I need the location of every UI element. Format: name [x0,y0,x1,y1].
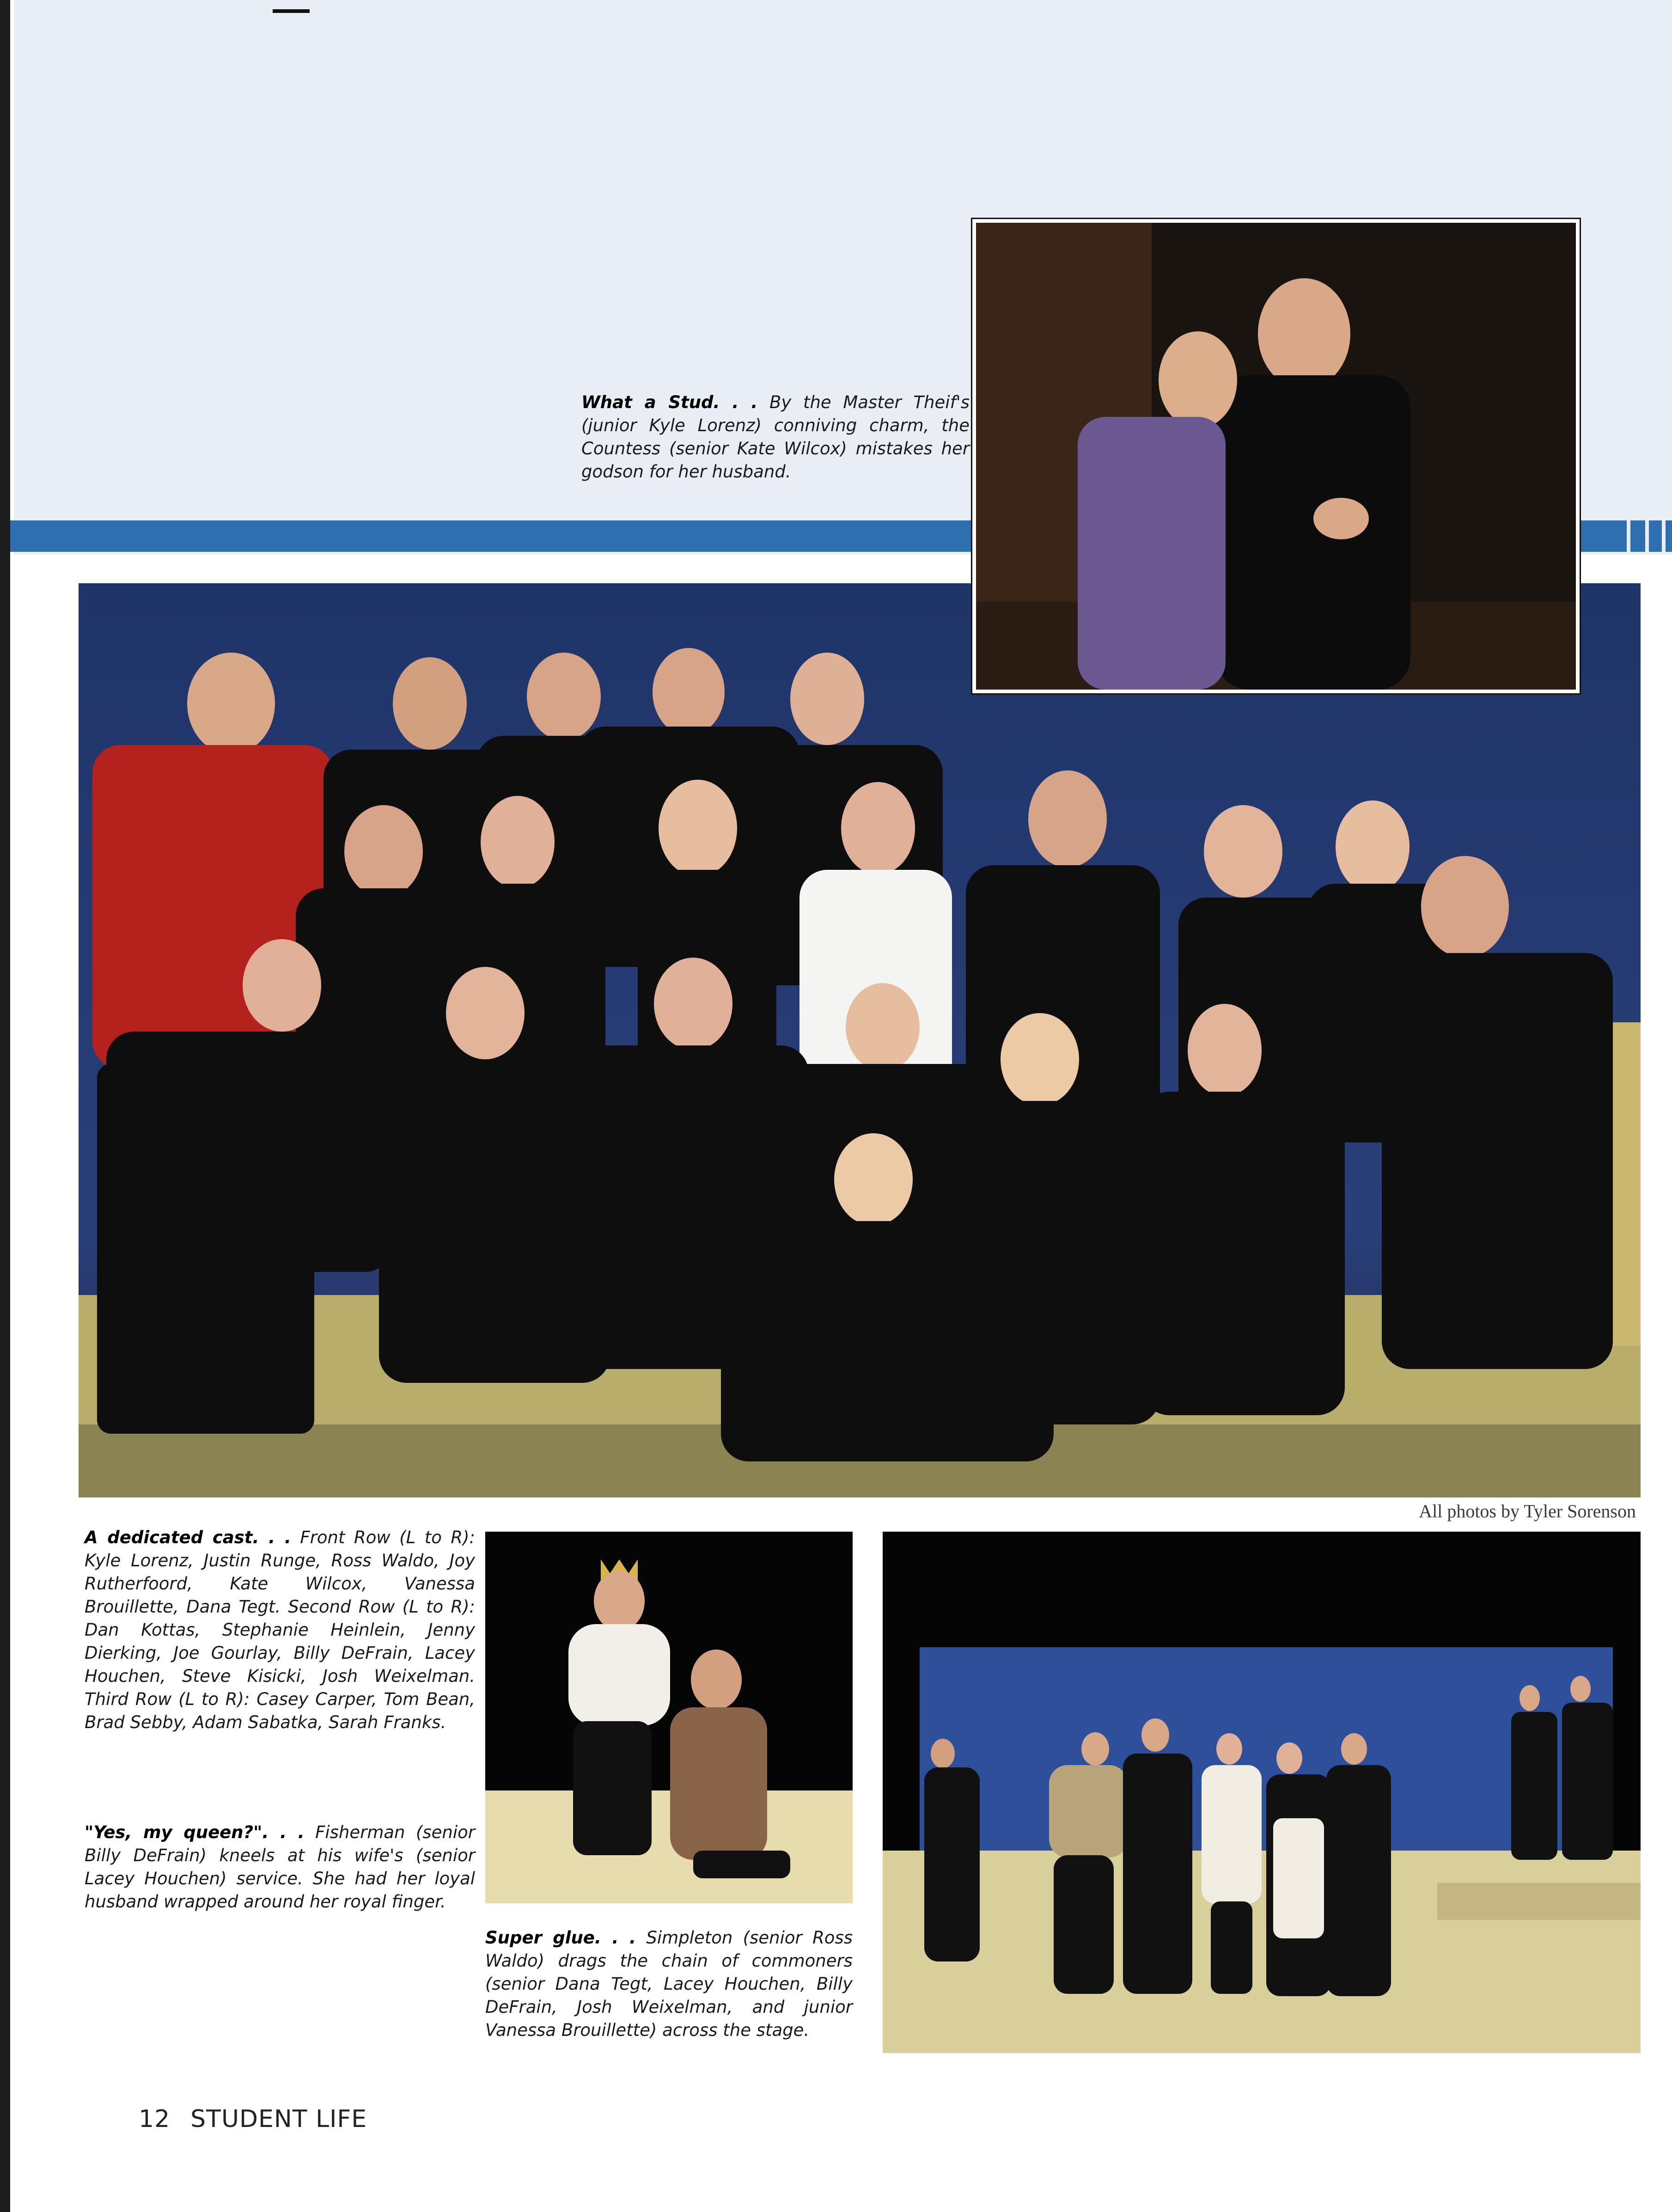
caption-cast [85,1526,475,1734]
cast-group-photo [79,583,1641,1497]
accent-stripe-right [1571,520,1672,552]
photo-credit: All photos by Tyler Sorenson [1419,1501,1636,1522]
caption-stud [581,391,970,483]
caption-super-glue [485,1926,853,2042]
caption-lead: "Yes, my queen?". . . [85,1822,305,1842]
section-name: STUDENT LIFE [190,2105,367,2133]
fisherman-queen-photo [485,1532,853,1903]
caption-body: Simpleton (senior Ross Waldo) drags the chain of commoners (senior Dana Tegt, Lacey Houchen, Billy DeFrain, Josh Weixelman, and junior Vanessa Brouillette) across the stage. [485,1928,853,2040]
master-thief-countess-photo [972,219,1580,693]
accent-stripe-gap [1662,520,1666,552]
caption-lead: A dedicated cast. . . [85,1528,291,1547]
page-binding-edge [0,0,10,2212]
accent-stripe-gap [1645,520,1649,552]
caption-lead: Super glue. . . [485,1928,636,1948]
crop-mark [273,9,310,13]
caption-queen [85,1821,475,1913]
accent-stripe-gap [1627,520,1630,552]
caption-body: Front Row (L to R): Kyle Lorenz, Justin Runge, Ross Waldo, Joy Rutherfoord, Kate Wilcox, Vanessa Brouillette, Dana Tegt. Second Row (L to R): Dan Kottas, Stephanie Heinlein, Jenny Dierking, Joe Gourlay, Billy DeFrain, Lacey Houchen, Steve Kisicki, Josh Weixelman. Third Row (L to R): Casey Carper, Tom Bean, Brad Sebby, Adam Sabatka, Sarah Franks. [85,1528,475,1732]
caption-lead: What a Stud. . . [581,392,758,412]
simpleton-chain-photo [883,1532,1641,2053]
page-folio [139,2105,367,2133]
caption-body: By the Master Theif's (junior Kyle Lorenz) conniving charm, the Countess (senior Kate Wilcox) mistakes her godson for her husband. [581,392,970,482]
accent-stripe-left [10,520,976,552]
page-number: 12 [139,2105,171,2133]
caption-body: Fisherman (senior Billy DeFrain) kneels at his wife's (senior Lacey Houchen) service. She had her loyal husband wrapped around her royal finger. [85,1822,475,1912]
